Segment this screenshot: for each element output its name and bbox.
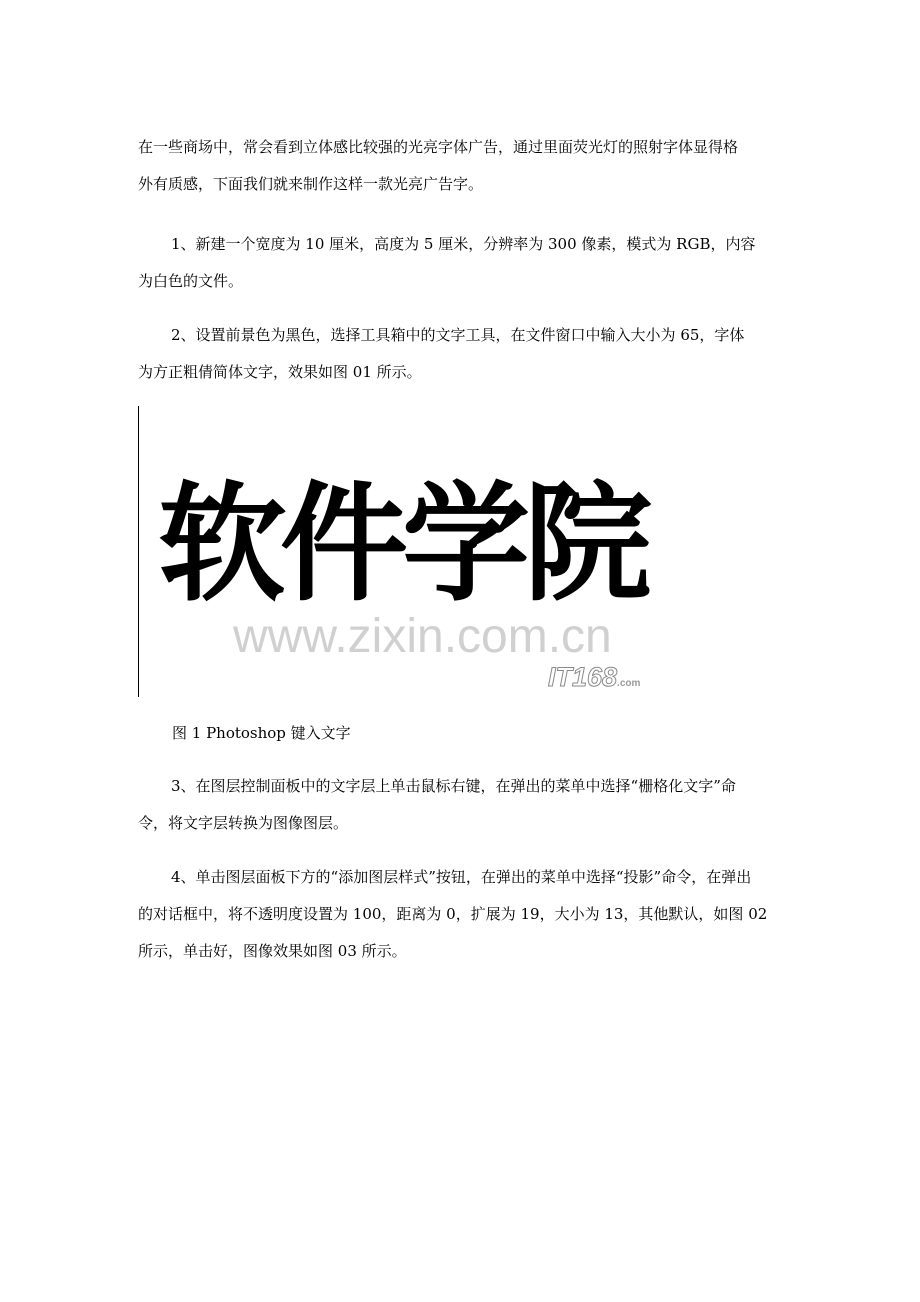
it168-logo-text: IT168 xyxy=(548,662,618,692)
step-1-line-2: 为白色的文件。 xyxy=(138,272,244,290)
figure-caption: 图 1 Photoshop 键入文字 xyxy=(172,724,351,742)
step-3-line-1: 3、在图层控制面板中的文字层上单击鼠标右键，在弹出的菜单中选择“栅格化文字”命 xyxy=(171,777,736,795)
figure-left-border xyxy=(138,406,139,697)
step-2-line-2: 为方正粗倩简体文字，效果如图 01 所示。 xyxy=(138,363,422,381)
step-3-line-2: 令，将文字层转换为图像图层。 xyxy=(138,814,349,832)
step-2-paragraph xyxy=(138,317,788,391)
figure-01-image xyxy=(138,406,718,698)
step-4-line-3: 所示，单击好，图像效果如图 03 所示。 xyxy=(138,942,407,960)
intro-line-1: 在一些商场中，常会看到立体感比较强的光亮字体广告，通过里面荧光灯的照射字体显得格 xyxy=(138,138,739,156)
watermark-text: www.zixin.com.cn xyxy=(233,610,612,663)
intro-line-2: 外有质感，下面我们就来制作这样一款光亮广告字。 xyxy=(138,175,484,193)
step-4-paragraph xyxy=(138,859,788,970)
step-4-line-2: 的对话框中，将不透明度设置为 100，距离为 0，扩展为 19，大小为 13，其他默认，如图 02 xyxy=(138,905,768,923)
step-2-line-1: 2、设置前景色为黑色，选择工具箱中的文字工具，在文件窗口中输入大小为 65，字体 xyxy=(171,326,745,344)
step-1-paragraph xyxy=(138,226,788,300)
figure-sample-text: 软件学院 xyxy=(158,470,647,619)
it168-logo xyxy=(548,662,640,699)
intro-paragraph xyxy=(138,129,788,203)
it168-logo-suffix: .com xyxy=(617,678,641,689)
step-1-line-1: 1、新建一个宽度为 10 厘米，高度为 5 厘米，分辨率为 300 像素，模式为 RGB，内容 xyxy=(171,235,756,253)
step-4-line-1: 4、单击图层面板下方的“添加图层样式”按钮，在弹出的菜单中选择“投影”命令，在弹出 xyxy=(171,868,752,886)
step-3-paragraph xyxy=(138,768,788,842)
